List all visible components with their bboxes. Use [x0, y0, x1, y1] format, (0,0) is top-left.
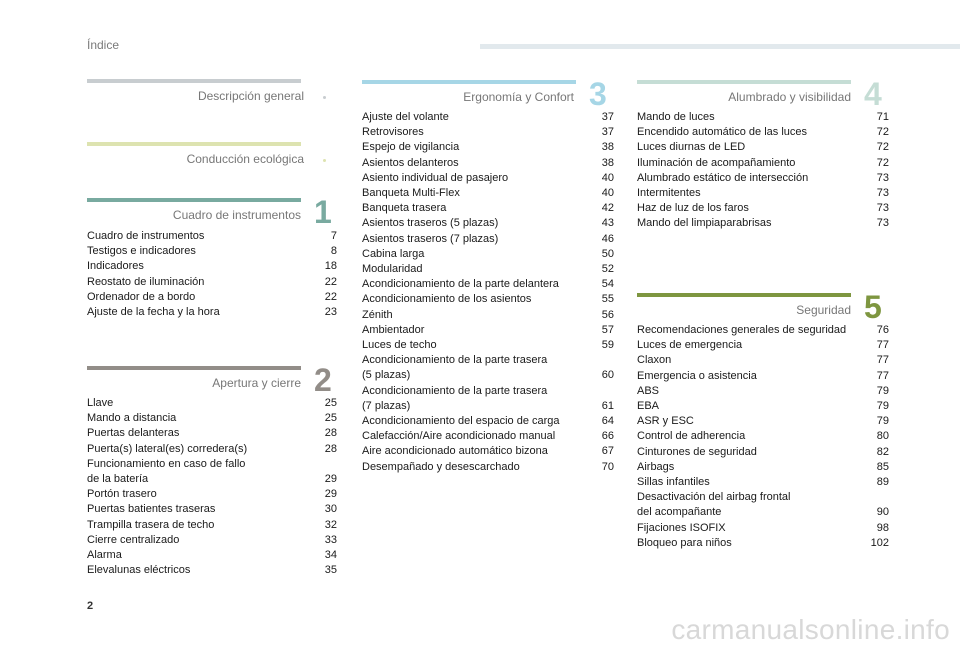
toc-entry-label: Acondicionamiento del espacio de carga [362, 415, 560, 428]
toc-entry-label: Banqueta trasera [362, 202, 447, 215]
toc-entry-label: Asientos delanteros [362, 156, 459, 169]
toc-entry[interactable] [637, 399, 889, 414]
section-cuadro-de-instrumentos [87, 194, 337, 319]
toc-entry-page: 25 [324, 397, 337, 409]
section-bar [87, 142, 301, 146]
toc-entry-label: Cuadro de instrumentos [87, 230, 205, 242]
toc-entry[interactable] [637, 429, 889, 444]
toc-entry-label: Portón trasero [87, 488, 157, 501]
toc-entry[interactable] [87, 244, 337, 259]
toc-entry[interactable] [362, 171, 614, 186]
section-alumbrado-y-visibilidad [637, 76, 889, 240]
toc-entry[interactable] [637, 171, 889, 186]
toc-entry-page: 76 [876, 324, 889, 336]
section-title: Apertura y cierre [212, 376, 301, 390]
toc-entry-label: Alarma [87, 549, 122, 562]
toc-entry-label: Intermitentes [637, 187, 701, 200]
toc-entry[interactable] [637, 216, 889, 231]
toc-entry[interactable] [362, 308, 614, 323]
section-number: 1 [314, 194, 332, 230]
section-bar [362, 80, 576, 84]
toc-entry-page: 61 [601, 399, 614, 412]
toc-entry[interactable] [362, 292, 614, 307]
toc-entry-page: 22 [324, 290, 337, 303]
toc-entry[interactable] [637, 536, 889, 551]
section-bar [87, 366, 301, 370]
toc-entry-page: 35 [324, 564, 337, 577]
toc-entry-label: Fijaciones ISOFIX [637, 521, 726, 534]
toc-entry-page: 73 [876, 171, 889, 184]
toc-entry-label: Retrovisores [362, 126, 424, 139]
toc-entry[interactable] [87, 229, 337, 244]
toc-entry[interactable] [87, 411, 337, 426]
toc-entry[interactable] [362, 429, 614, 444]
toc-entry[interactable] [87, 305, 337, 320]
toc-entry-page: 18 [324, 260, 337, 273]
toc-entry-label: Espejo de vigilancia [362, 141, 460, 154]
toc-entry-label: Aire acondicionado automático bizona [362, 445, 548, 458]
section-title: Descripción general [197, 89, 304, 103]
section-descripcion-general [87, 79, 332, 109]
toc-entry[interactable] [362, 414, 614, 429]
toc-entry[interactable] [87, 290, 337, 305]
toc-entry[interactable] [362, 232, 614, 247]
toc-entry-page: 72 [876, 156, 889, 169]
toc-entry-label: Claxon [637, 354, 672, 367]
entry-list [87, 396, 337, 578]
toc-entry-page: 56 [601, 308, 614, 321]
section-title: Conducción ecológica [186, 152, 304, 166]
toc-entry[interactable] [637, 369, 889, 384]
toc-entry-label: Encendido automático de las luces [637, 126, 807, 139]
toc-entry-page: 50 [601, 247, 614, 260]
toc-entry-label: Cinturones de seguridad [637, 445, 757, 458]
toc-entry[interactable] [362, 140, 614, 155]
toc-entry-page: 52 [601, 263, 614, 276]
toc-entry-page: 25 [324, 412, 337, 425]
toc-entry-label: Elevalunas eléctricos [87, 564, 191, 577]
toc-entry-page: 40 [601, 187, 614, 200]
section-apertura-y-cierre [87, 362, 337, 577]
toc-entry-page: 8 [330, 245, 337, 258]
toc-entry-label: Ajuste de la fecha y la hora [87, 306, 220, 319]
toc-entry[interactable] [362, 247, 614, 262]
toc-entry[interactable] [637, 156, 889, 171]
toc-entry-page: 67 [601, 445, 614, 458]
toc-entry-page: 77 [876, 354, 889, 367]
toc-entry-page: 71 [876, 111, 889, 123]
toc-entry[interactable] [362, 110, 614, 125]
toc-entry-label: Asiento individual de pasajero [362, 171, 509, 184]
entry-list [637, 323, 889, 551]
toc-entry-page: 30 [324, 503, 337, 516]
toc-entry-page: 59 [601, 339, 614, 352]
toc-entry[interactable] [362, 384, 614, 414]
section-conduccion-ecologica [87, 142, 332, 172]
section-ergonomia-y-confort [362, 76, 614, 480]
toc-entry-label: Haz de luz de los faros [637, 202, 749, 215]
section-dot [323, 96, 326, 99]
section-seguridad [637, 289, 889, 553]
toc-entry-page: 42 [601, 202, 614, 215]
toc-entry-label: Trampilla trasera de techo [87, 518, 215, 531]
toc-entry[interactable] [637, 353, 889, 368]
toc-entry-label: Sillas infantiles [637, 476, 710, 489]
toc-entry-page: 38 [601, 156, 614, 169]
toc-entry-page: 80 [876, 430, 889, 443]
toc-entry[interactable] [87, 487, 337, 502]
page-number: 2 [87, 600, 94, 612]
toc-entry-label: EBA [637, 400, 660, 413]
toc-entry-label: Control de adherencia [637, 430, 746, 443]
toc-entry-label: Mando del limpiaparabrisas [637, 217, 772, 230]
section-number: 3 [589, 76, 607, 112]
toc-entry[interactable] [637, 445, 889, 460]
toc-entry-page: 40 [601, 171, 614, 184]
toc-entry[interactable] [362, 156, 614, 171]
toc-entry-page: 66 [601, 430, 614, 443]
toc-entry-label: Banqueta Multi-Flex [362, 187, 460, 200]
toc-entry[interactable] [362, 216, 614, 231]
toc-entry[interactable] [637, 384, 889, 399]
toc-entry-label: Cabina larga [362, 247, 425, 260]
toc-entry-label: Indicadores [87, 260, 144, 273]
toc-entry-page: 28 [324, 427, 337, 440]
toc-entry-label: Acondicionamiento de la parte trasera (7 plazas) [362, 384, 548, 412]
toc-entry-page: 29 [324, 488, 337, 501]
toc-entry-label: Mando de luces [637, 111, 715, 123]
toc-entry[interactable] [362, 201, 614, 216]
toc-entry-label: Alumbrado estático de intersección [637, 171, 809, 184]
toc-entry-label: ASR y ESC [637, 415, 694, 428]
toc-entry-page: 82 [876, 445, 889, 458]
toc-entry[interactable] [362, 186, 614, 201]
toc-entry-label: Acondicionamiento de los asientos [362, 293, 532, 306]
section-bar [87, 79, 301, 83]
toc-entry-label: Puertas delanteras [87, 427, 180, 440]
toc-entry-page: 73 [876, 217, 889, 230]
toc-entry-page: 34 [324, 549, 337, 562]
toc-entry-page: 32 [324, 518, 337, 531]
section-number: 4 [864, 76, 882, 112]
toc-entry-page: 33 [324, 533, 337, 546]
toc-entry-page: 22 [324, 275, 337, 288]
toc-entry-page: 72 [876, 126, 889, 139]
toc-entry[interactable] [637, 414, 889, 429]
toc-entry[interactable] [637, 521, 889, 536]
toc-entry[interactable] [637, 110, 889, 125]
toc-entry-page: 72 [876, 141, 889, 154]
toc-entry-label: Testigos e indicadores [87, 245, 196, 258]
section-number: 2 [314, 362, 332, 398]
toc-entry-page: 79 [876, 384, 889, 397]
toc-entry[interactable] [87, 275, 337, 290]
toc-entry-label: Cierre centralizado [87, 533, 180, 546]
section-title: Alumbrado y visibilidad [728, 90, 851, 104]
toc-entry-label: Bloqueo para niños [637, 536, 732, 549]
toc-entry[interactable] [362, 338, 614, 353]
toc-entry-label: Puerta(s) lateral(es) corredera(s) [87, 442, 248, 455]
toc-entry[interactable] [362, 353, 614, 383]
toc-entry-page: 79 [876, 415, 889, 428]
toc-entry-page: 79 [876, 400, 889, 413]
toc-entry-page: 57 [601, 323, 614, 336]
toc-entry-page: 38 [601, 141, 614, 154]
toc-entry-page: 37 [601, 126, 614, 139]
toc-entry-page: 7 [330, 230, 337, 242]
section-bar [637, 80, 851, 84]
toc-entry[interactable] [87, 502, 337, 517]
page-header-title: Índice [87, 38, 120, 52]
toc-entry[interactable] [87, 426, 337, 441]
toc-entry[interactable] [87, 548, 337, 563]
toc-entry[interactable] [637, 475, 889, 490]
toc-entry[interactable] [362, 460, 614, 475]
toc-entry-page: 89 [876, 476, 889, 489]
toc-entry-page: 43 [601, 217, 614, 230]
toc-entry-label: Puertas batientes traseras [87, 503, 216, 516]
toc-entry-page: 55 [601, 293, 614, 306]
toc-entry[interactable] [87, 442, 337, 457]
toc-entry-label: Reostato de iluminación [87, 275, 205, 288]
toc-entry[interactable] [87, 396, 337, 411]
toc-entry-label: Ordenador de a bordo [87, 290, 196, 303]
toc-entry-label: Calefacción/Aire acondicionado manual [362, 430, 556, 443]
toc-entry-label: Modularidad [362, 263, 423, 276]
toc-entry-page: 90 [876, 506, 889, 519]
toc-entry[interactable] [637, 323, 889, 338]
toc-entry[interactable] [637, 460, 889, 475]
toc-entry-page: 77 [876, 339, 889, 352]
section-bar [87, 198, 301, 202]
entry-list [637, 110, 889, 232]
toc-entry-label: Asientos traseros (5 plazas) [362, 217, 499, 230]
toc-entry-page: 60 [601, 369, 614, 382]
toc-entry-page: 70 [601, 460, 614, 473]
toc-entry[interactable] [87, 259, 337, 274]
toc-entry[interactable] [87, 518, 337, 533]
toc-entry-label: Acondicionamiento de la parte delantera [362, 278, 559, 291]
toc-entry-page: 102 [870, 536, 889, 549]
toc-entry-label: Mando a distancia [87, 412, 177, 425]
toc-entry-page: 64 [601, 415, 614, 428]
toc-entry-label: Luces de techo [362, 339, 437, 352]
toc-entry-label: Recomendaciones generales de seguridad [637, 324, 847, 336]
toc-entry-page: 37 [601, 111, 614, 123]
toc-entry-page: 73 [876, 187, 889, 200]
toc-entry[interactable] [637, 186, 889, 201]
toc-entry[interactable] [637, 125, 889, 140]
toc-entry-page: 98 [876, 521, 889, 534]
toc-entry-page: 29 [324, 473, 337, 486]
toc-entry-label: Desempañado y desescarchado [362, 460, 520, 473]
toc-entry-label: Zénith [362, 308, 393, 321]
toc-entry-label: Luces de emergencia [637, 339, 743, 352]
section-title: Cuadro de instrumentos [172, 208, 301, 222]
toc-entry[interactable] [87, 533, 337, 548]
toc-entry-page: 73 [876, 202, 889, 215]
toc-entry-label: Acondicionamiento de la parte trasera (5 plazas) [362, 354, 548, 382]
toc-entry[interactable] [362, 277, 614, 292]
toc-entry-label: Funcionamiento en caso de fallo de la batería [87, 457, 246, 486]
toc-entry[interactable] [637, 140, 889, 155]
toc-entry[interactable] [637, 338, 889, 353]
toc-entry[interactable] [87, 457, 337, 487]
toc-entry-label: ABS [637, 384, 660, 397]
toc-entry-label: Luces diurnas de LED [637, 141, 746, 154]
toc-entry-page: 54 [601, 278, 614, 291]
watermark-text: carmanualsonline.info [671, 614, 950, 645]
section-title: Ergonomía y Confort [463, 90, 574, 104]
toc-entry-label: Llave [87, 397, 114, 409]
section-dot [323, 159, 326, 162]
toc-entry-page: 77 [876, 369, 889, 382]
toc-entry-page: 46 [601, 232, 614, 245]
toc-entry[interactable] [637, 490, 889, 520]
section-number: 5 [864, 289, 882, 325]
entry-list [362, 110, 614, 475]
section-bar [637, 293, 851, 297]
toc-entry-page: 85 [876, 460, 889, 473]
toc-entry-label: Emergencia o asistencia [637, 369, 757, 382]
toc-entry[interactable] [362, 125, 614, 140]
toc-entry-label: Airbags [637, 460, 675, 473]
section-title: Seguridad [796, 303, 851, 317]
toc-entry-page: 28 [324, 442, 337, 455]
toc-entry[interactable] [362, 444, 614, 459]
toc-entry-label: Asientos traseros (7 plazas) [362, 232, 499, 245]
toc-entry-label: Desactivación del airbag frontal del acompañante [637, 491, 791, 519]
toc-entry-label: Ambientador [362, 323, 425, 336]
toc-entry-label: Iluminación de acompañamiento [637, 156, 796, 169]
toc-entry[interactable] [362, 262, 614, 277]
toc-entry-label: Ajuste del volante [362, 111, 449, 123]
toc-entry[interactable] [362, 323, 614, 338]
entry-list [87, 229, 337, 320]
toc-entry[interactable] [637, 201, 889, 216]
toc-entry-page: 23 [324, 306, 337, 319]
toc-entry[interactable] [87, 563, 337, 578]
header-bar [480, 44, 960, 49]
